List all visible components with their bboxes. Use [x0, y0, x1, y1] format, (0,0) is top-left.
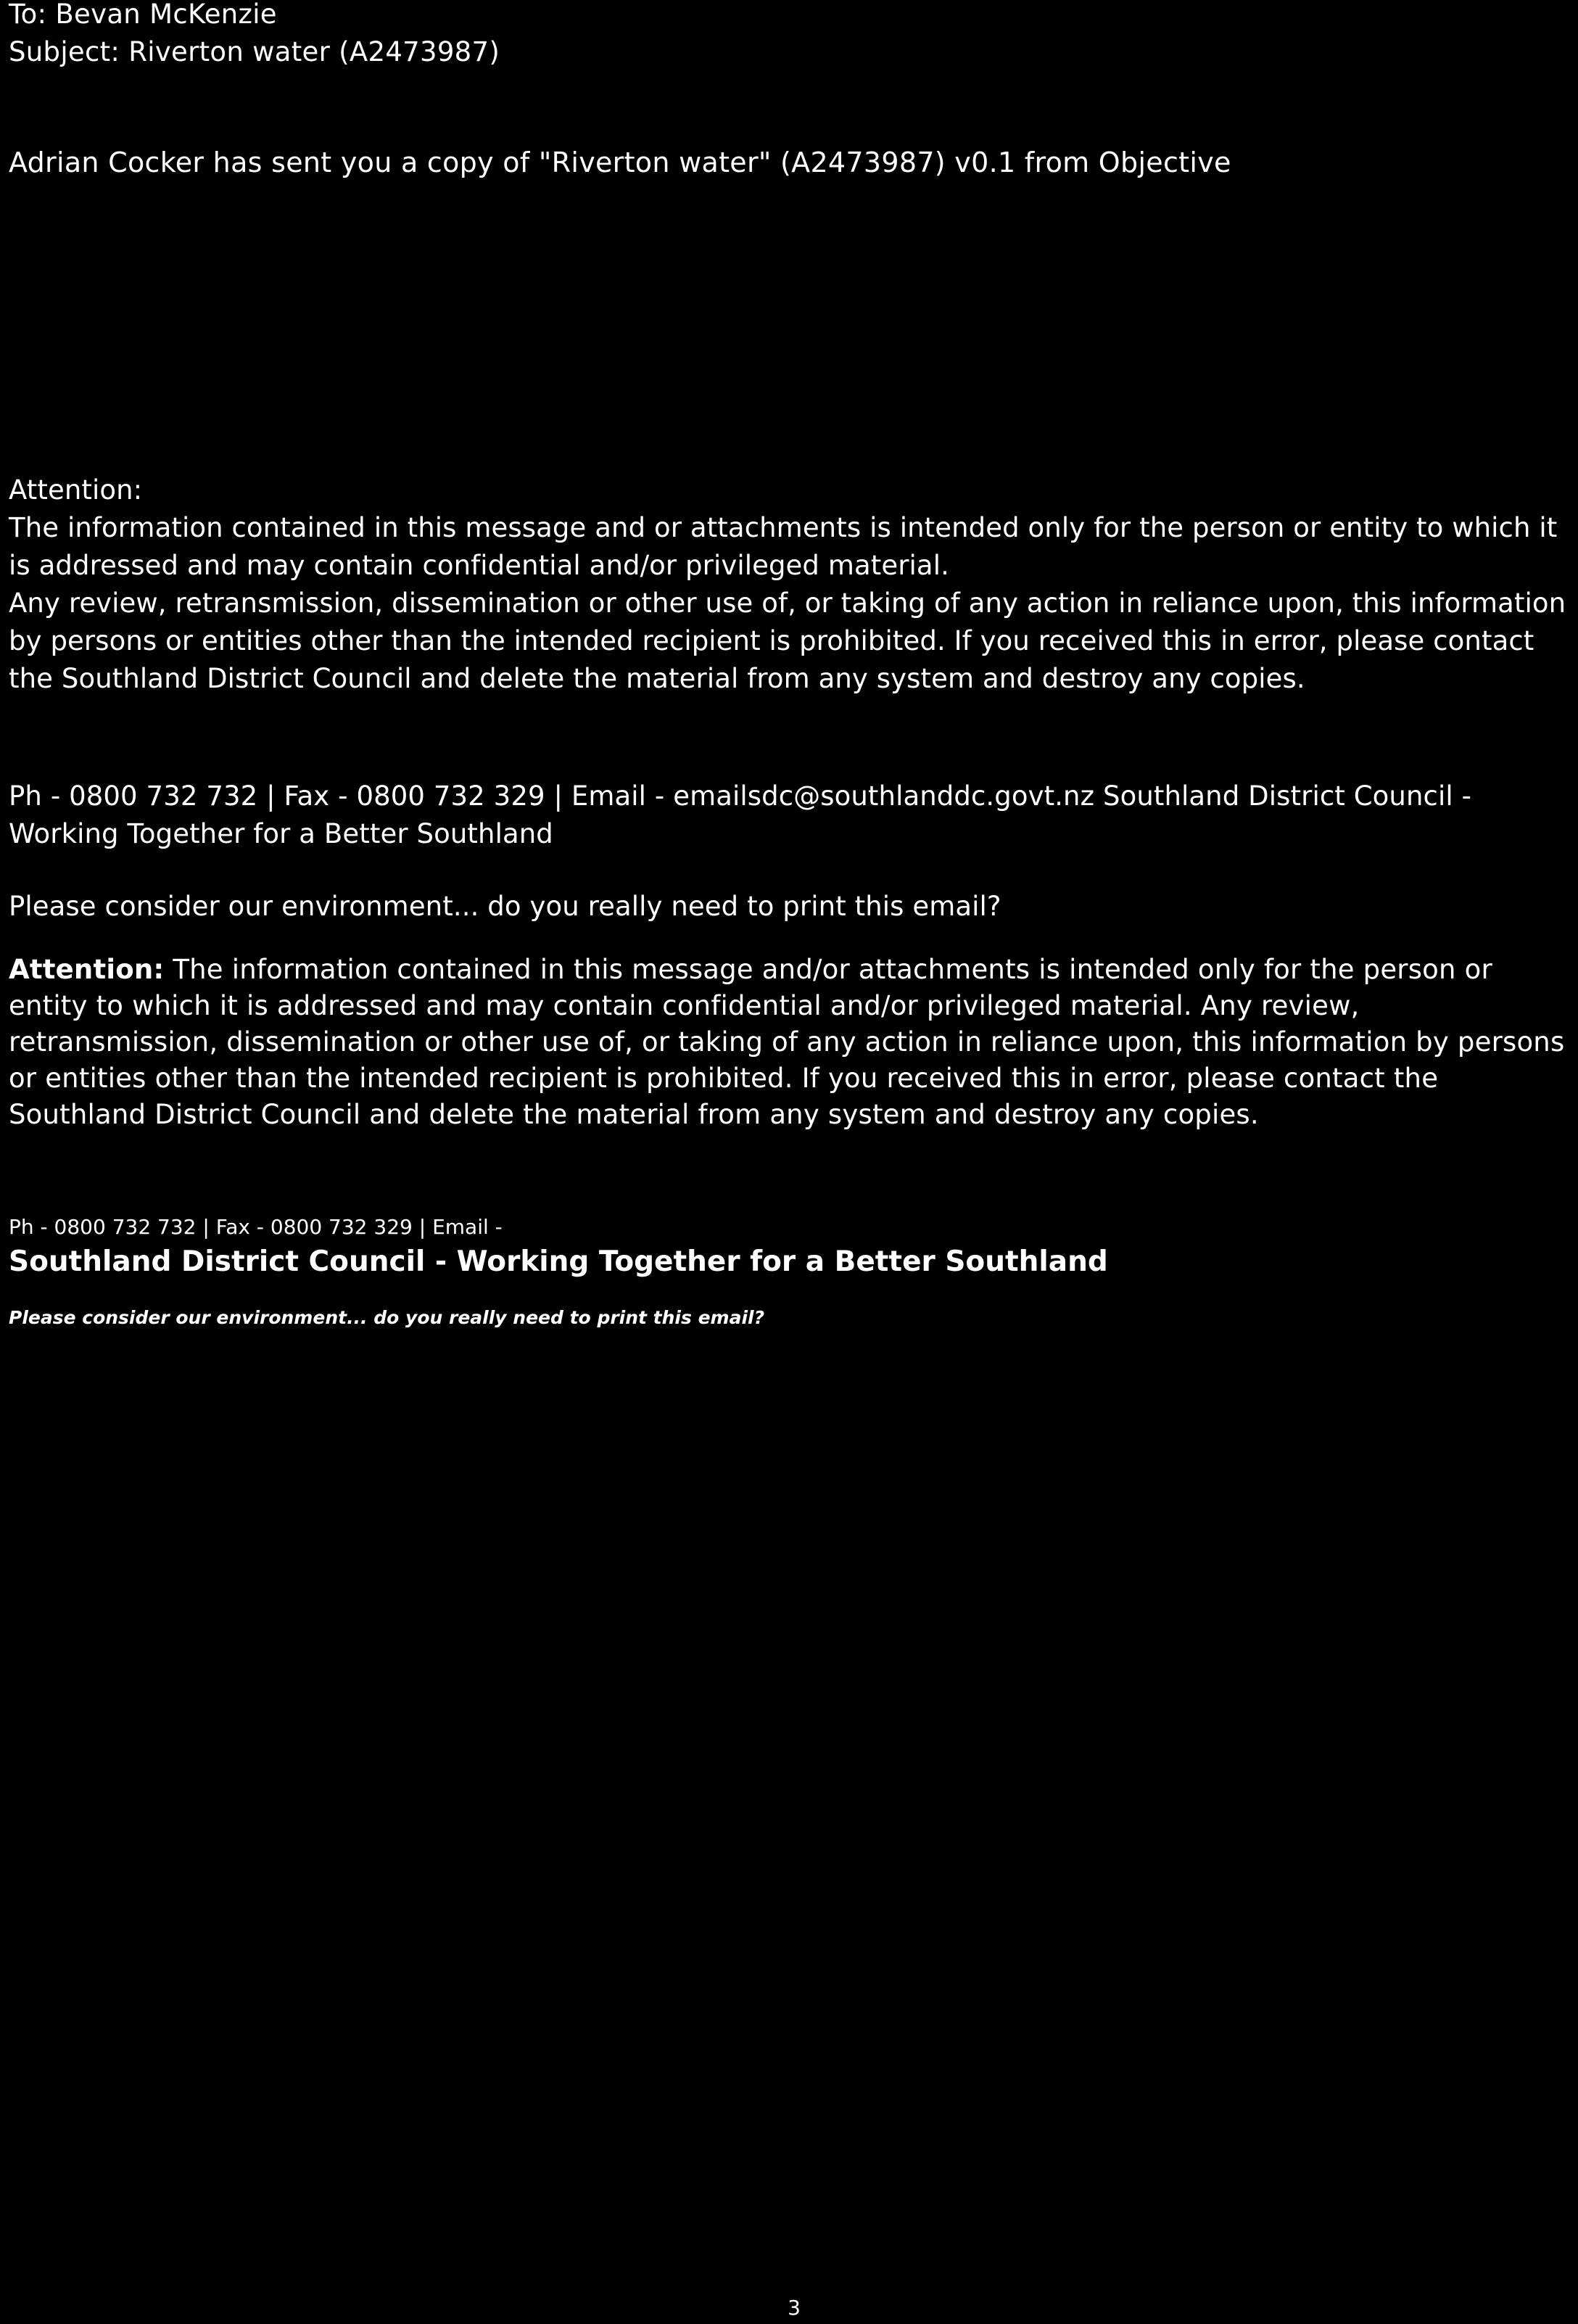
disclaimer-environment-note: Please consider our environment... do you really need to print this email? — [9, 891, 1001, 922]
disclaimer-paragraph-1: The information contained in this message and or attachments is intended only for the person or entity to which it is addressed and may contain confidential and/or privileged material. — [9, 512, 1558, 581]
disclaimer-heading: Attention: — [9, 474, 143, 506]
disclaimer-secondary-body: The information contained in this message and/or attachments is intended only for the person or entity to which it is addressed and may contain confidential and/or privileged material. Any review, retransmission, dissemination or other use of, or taking of any action in reliance upon, this information by persons or entities other than the intended recipient is prohibited. If you received this in error, please contact the Southland District Council and delete the material from any system and destroy any copies. — [9, 954, 1565, 1130]
disclaimer-secondary-contact: Ph - 0800 732 732 | Fax - 0800 732 329 | Email - — [9, 1215, 503, 1239]
disclaimer-primary — [9, 471, 1568, 698]
disclaimer-secondary-label: Attention: — [9, 954, 165, 985]
to-line: To: Bevan McKenzie — [9, 0, 277, 30]
email-intro: Adrian Cocker has sent you a copy of "Riverton water" (A2473987) v0.1 from Objective — [9, 147, 1231, 178]
secondary-environment-note: Please consider our environment... do you really need to print this email? — [9, 1307, 765, 1328]
disclaimer-secondary — [9, 952, 1568, 1133]
email-header — [9, 0, 1568, 71]
subject-line: Subject: Riverton water (A2473987) — [9, 36, 500, 67]
page-number: 3 — [788, 2296, 801, 2320]
council-tagline: Southland District Council - Working Together for a Better Southland — [9, 1245, 1108, 1278]
disclaimer-paragraph-2: Any review, retransmission, dissemination or other use of, or taking of any action in reliance upon, this information by persons or entities other than the intended recipient is prohibited. If you received this in error, please contact the Southland District Council and delete the material from any system and destroy any copies. — [9, 588, 1566, 694]
disclaimer-contact: Ph - 0800 732 732 | Fax - 0800 732 329 | Email - emailsdc@southlanddc.govt.nz Southland District Council - Working Together for a Better Southland — [9, 780, 1472, 849]
